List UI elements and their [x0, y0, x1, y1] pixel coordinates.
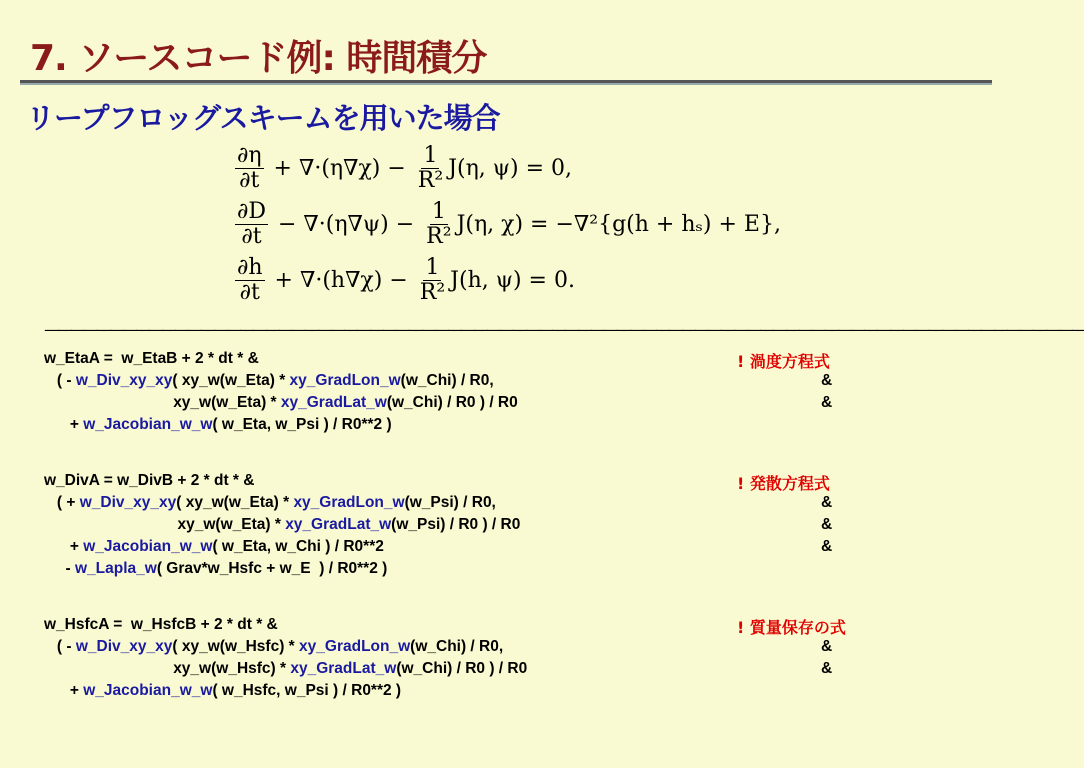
code-line	[44, 558, 520, 580]
code-text: ( w_Eta, w_Psi ) / R0**2 )	[212, 416, 392, 433]
code-text: xy_w(w_Eta) *	[44, 394, 281, 411]
line-continuation: &	[821, 372, 833, 389]
code-text: w_EtaA = w_EtaB + 2 * dt * &	[44, 350, 259, 367]
code-text: +	[44, 538, 84, 555]
line-continuation: &	[821, 494, 833, 511]
equation-term: J(h, ψ) = 0.	[450, 267, 575, 293]
code-function-name: xy_GradLon_w	[293, 494, 405, 511]
code-text: w_DivA = w_DivB + 2 * dt * &	[44, 472, 255, 489]
code-text: (w_Chi) / R0,	[400, 372, 494, 389]
title-rule-shadow	[20, 83, 992, 85]
line-continuation: &	[821, 660, 833, 677]
code-text: (w_Psi) / R0 ) / R0	[391, 516, 521, 533]
code-line	[44, 636, 833, 658]
code-text: (w_Chi) / R0,	[410, 638, 504, 655]
fraction-denominator: ∂t	[241, 223, 262, 249]
line-continuation: &	[821, 538, 833, 555]
code-comment-mass: ! 質量保存の式	[737, 618, 846, 637]
fraction	[235, 256, 265, 303]
code-line	[44, 470, 520, 492]
separator-line: ————————————————————————————————————————————————————————————————————————————————	[44, 320, 1084, 339]
code-text: ( -	[44, 372, 76, 389]
fraction-denominator: R²	[426, 223, 452, 249]
code-line	[44, 658, 833, 680]
code-function-name: w_Jacobian_w_w	[83, 538, 213, 555]
equation-term: + ∇·(η∇χ) −	[266, 155, 413, 181]
equation-block	[232, 140, 781, 308]
code-line	[44, 370, 833, 392]
slide-subtitle: リープフロッグスキームを用いた場合	[26, 101, 500, 135]
code-line	[44, 680, 527, 702]
code-text: ( -	[44, 638, 76, 655]
fraction-numerator: 1	[425, 255, 440, 281]
code-text: (w_Psi) / R0,	[404, 494, 496, 511]
code-text: ( xy_w(w_Eta) *	[172, 372, 290, 389]
code-text: +	[44, 416, 84, 433]
fraction-numerator: ∂η	[237, 143, 262, 169]
code-text: ( w_Hsfc, w_Psi ) / R0**2 )	[212, 682, 402, 699]
code-line	[44, 348, 518, 370]
line-continuation: &	[821, 516, 833, 533]
fraction-denominator: ∂t	[239, 279, 260, 305]
equation-term: J(η, χ) = −∇²{g(h + hₛ) + E},	[456, 211, 781, 237]
code-line	[44, 614, 527, 636]
code-function-name: xy_GradLat_w	[280, 394, 387, 411]
code-text: +	[44, 682, 84, 699]
code-text: ( xy_w(w_Hsfc) *	[172, 638, 300, 655]
code-function-name: w_Jacobian_w_w	[83, 416, 213, 433]
fraction-numerator: 1	[431, 199, 446, 225]
code-line	[44, 392, 833, 414]
slide-title: 7. ソースコード例: 時間積分	[30, 38, 487, 79]
code-line	[44, 514, 833, 536]
code-line	[44, 536, 833, 558]
code-comment-vorticity: ! 渦度方程式	[737, 352, 830, 371]
code-text: ( xy_w(w_Eta) *	[176, 494, 294, 511]
code-text: ( +	[44, 494, 80, 511]
code-function-name: w_Lapla_w	[75, 560, 157, 577]
fraction-numerator: 1	[423, 143, 438, 169]
code-line	[44, 414, 518, 436]
equation-term: + ∇·(h∇χ) −	[267, 267, 415, 293]
code-function-name: w_Div_xy_xy	[75, 372, 173, 389]
code-text: (w_Chi) / R0 ) / R0	[386, 394, 518, 411]
fraction-denominator: R²	[419, 279, 446, 305]
code-function-name: w_Div_xy_xy	[75, 638, 173, 655]
equation-term: J(η, ψ) = 0,	[448, 155, 573, 181]
fraction-numerator: ∂h	[237, 255, 263, 281]
code-text: ( w_Eta, w_Chi ) / R0**2	[212, 538, 384, 555]
fraction-numerator: ∂D	[237, 199, 267, 225]
code-function-name: xy_GradLat_w	[290, 660, 397, 677]
code-text: -	[44, 560, 75, 577]
fraction	[418, 256, 447, 303]
fraction-denominator: R²	[417, 167, 444, 193]
code-function-name: w_Div_xy_xy	[79, 494, 177, 511]
fraction	[235, 144, 264, 191]
line-continuation: &	[821, 394, 833, 411]
code-function-name: w_Jacobian_w_w	[83, 682, 213, 699]
code-text: w_HsfcA = w_HsfcB + 2 * dt * &	[44, 616, 278, 633]
code-text: (w_Chi) / R0 ) / R0	[396, 660, 528, 677]
equation-mass	[232, 252, 781, 308]
code-function-name: xy_GradLon_w	[289, 372, 401, 389]
code-function-name: xy_GradLon_w	[299, 638, 411, 655]
fraction	[416, 144, 445, 191]
code-line	[44, 492, 833, 514]
line-continuation: &	[821, 638, 833, 655]
fraction	[424, 200, 453, 247]
equation-term: − ∇·(η∇ψ) −	[271, 211, 422, 237]
fraction-denominator: ∂t	[239, 167, 260, 193]
code-comment-divergence: ! 発散方程式	[737, 474, 830, 493]
code-text: xy_w(w_Hsfc) *	[44, 660, 291, 677]
fraction	[235, 200, 268, 247]
equation-divergence	[232, 196, 781, 252]
code-function-name: xy_GradLat_w	[285, 516, 392, 533]
code-text: xy_w(w_Eta) *	[44, 516, 286, 533]
code-text: ( Grav*w_Hsfc + w_E ) / R0**2 )	[156, 560, 388, 577]
equation-vorticity	[232, 140, 781, 196]
